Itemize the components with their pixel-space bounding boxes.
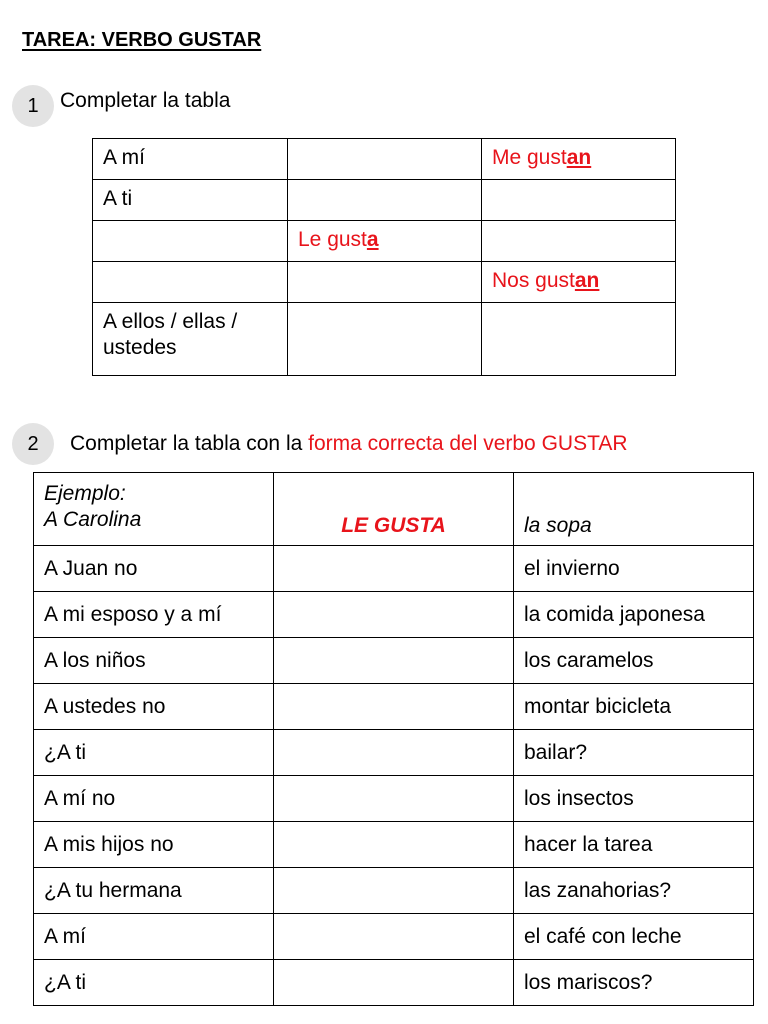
answer-cell[interactable] — [482, 180, 676, 221]
answer-cell[interactable] — [274, 868, 514, 914]
section-1-number-badge: 1 — [12, 85, 54, 127]
verb-suffix: a — [366, 228, 379, 251]
section-2-number-badge: 2 — [12, 423, 54, 465]
answer-cell[interactable] — [274, 822, 514, 868]
object-cell: montar bicicleta — [514, 684, 754, 730]
answer-cell[interactable] — [482, 303, 676, 376]
verb-cell — [482, 139, 676, 180]
subject-cell: ¿A ti — [34, 960, 274, 1006]
answer-cell[interactable] — [288, 262, 482, 303]
subject-cell: A ustedes no — [34, 684, 274, 730]
verb-suffix: an — [574, 269, 600, 292]
object-cell: los mariscos? — [514, 960, 754, 1006]
object-cell: hacer la tarea — [514, 822, 754, 868]
instruction-highlight: forma correcta del verbo GUSTAR — [308, 432, 628, 455]
table-row — [34, 638, 754, 684]
pronoun-cell: A mí — [93, 139, 288, 180]
verb-stem: Me gust — [492, 146, 567, 169]
answer-cell[interactable] — [274, 960, 514, 1006]
table-row — [93, 139, 676, 180]
verb-stem: Nos gust — [492, 269, 575, 292]
answer-cell[interactable] — [274, 638, 514, 684]
section-1-instruction: Completar la tabla — [60, 89, 231, 112]
answer-cell[interactable] — [93, 221, 288, 262]
verb-stem: Le gust — [298, 228, 367, 251]
answer-cell[interactable] — [274, 730, 514, 776]
answer-cell[interactable] — [288, 180, 482, 221]
table-row — [34, 868, 754, 914]
example-subject-cell: Ejemplo: A Carolina — [34, 473, 274, 546]
answer-cell[interactable] — [93, 262, 288, 303]
answer-cell[interactable] — [288, 303, 482, 376]
example-object-cell: la sopa — [514, 473, 754, 546]
example-verb-cell: LE GUSTA — [274, 473, 514, 546]
subject-cell: ¿A ti — [34, 730, 274, 776]
table-row — [34, 960, 754, 1006]
table-row — [34, 684, 754, 730]
subject-cell: A mí no — [34, 776, 274, 822]
pronoun-cell: A ti — [93, 180, 288, 221]
table-row — [93, 221, 676, 262]
object-cell: las zanahorias? — [514, 868, 754, 914]
object-cell: los caramelos — [514, 638, 754, 684]
pronoun-cell: A ellos / ellas / ustedes — [93, 303, 288, 376]
table-row — [93, 180, 676, 221]
section-2-instruction: Completar la tabla con la forma correcta del verbo GUSTAR — [70, 432, 628, 455]
subject-cell: A mis hijos no — [34, 822, 274, 868]
subject-cell: A Juan no — [34, 546, 274, 592]
answer-cell[interactable] — [482, 221, 676, 262]
answer-cell[interactable] — [288, 139, 482, 180]
table-row — [93, 262, 676, 303]
sentence-table — [33, 472, 754, 1006]
object-cell: bailar? — [514, 730, 754, 776]
verb-suffix: an — [566, 146, 592, 169]
verb-cell — [288, 221, 482, 262]
table-row — [93, 303, 676, 376]
table-row — [34, 546, 754, 592]
answer-cell[interactable] — [274, 684, 514, 730]
object-cell: la comida japonesa — [514, 592, 754, 638]
verb-cell — [482, 262, 676, 303]
page-title: TAREA: VERBO GUSTAR — [22, 29, 262, 51]
answer-cell[interactable] — [274, 592, 514, 638]
object-cell: el invierno — [514, 546, 754, 592]
subject-cell: A mí — [34, 914, 274, 960]
table-row — [34, 592, 754, 638]
table-row — [34, 776, 754, 822]
subject-cell: A mi esposo y a mí — [34, 592, 274, 638]
table-row — [34, 914, 754, 960]
object-cell: los insectos — [514, 776, 754, 822]
subject-cell: A los niños — [34, 638, 274, 684]
table-row — [34, 822, 754, 868]
example-row — [34, 473, 754, 546]
answer-cell[interactable] — [274, 546, 514, 592]
answer-cell[interactable] — [274, 914, 514, 960]
answer-cell[interactable] — [274, 776, 514, 822]
subject-cell: ¿A tu hermana — [34, 868, 274, 914]
object-cell: el café con leche — [514, 914, 754, 960]
conjugation-table — [92, 138, 676, 376]
table-row — [34, 730, 754, 776]
